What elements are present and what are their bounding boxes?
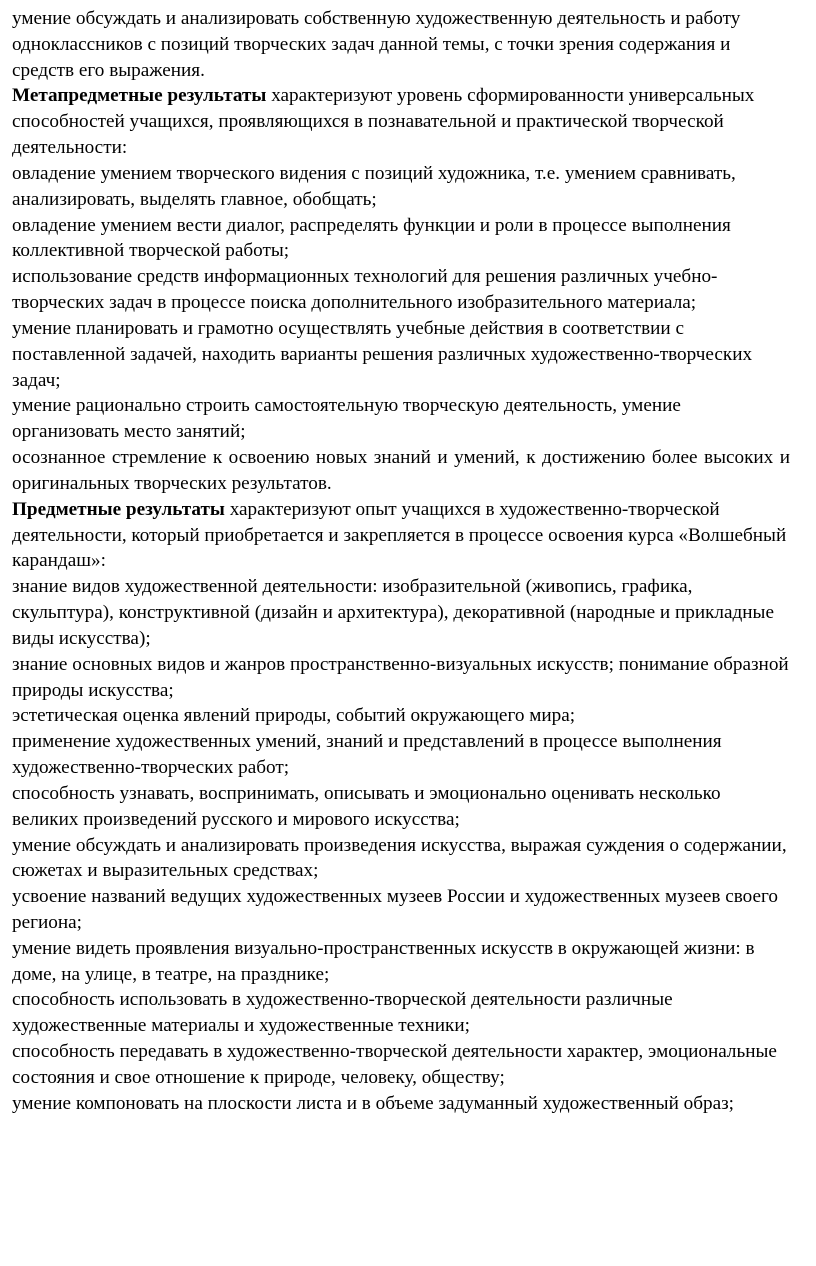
paragraph-text: применение художественных умений, знаний и представлений в процессе выполнения художественно-творческих работ; [12, 731, 722, 779]
subject-results-label: Предметные результаты [12, 498, 225, 520]
paragraph-subj-1 [12, 574, 790, 651]
paragraph-text: умение обсуждать и анализировать произведения искусства, выражая суждения о содержании, сюжетах и выразительных средствах; [12, 834, 787, 882]
paragraph-text: умение обсуждать и анализировать собственную художественную деятельность и работу одноклассников с позиций творческих задач данной темы, с точки зрения содержания и средств его выражения. [12, 8, 741, 81]
paragraph-text: знание видов художественной деятельности: изобразительной (живопись, графика, скульптура), конструктивной (дизайн и архитектура), декоративной (народные и прикладные виды искусства); [12, 576, 774, 649]
paragraph-meta-5 [12, 393, 790, 445]
paragraph-meta-6 [12, 445, 790, 497]
paragraph-subj-4 [12, 729, 790, 781]
paragraph-text: овладение умением вести диалог, распределять функции и роли в процессе выполнения коллективной творческой работы; [12, 214, 731, 262]
paragraph-text: характеризуют уровень сформированности универсальных способностей учащихся, проявляющихся в познавательной и практической творческой деятельности: [12, 85, 755, 159]
paragraph-text: осознанное стремление к освоению новых знаний и умений, к достижению более высоких и оригинальных творческих результатов. [12, 447, 790, 494]
paragraph-subj-8 [12, 936, 790, 988]
paragraph-text: усвоение названий ведущих художественных музеев России и художественных музеев своего региона; [12, 886, 779, 933]
paragraph-text: умение компоновать на плоскости листа и в объеме задуманный художественный образ; [12, 1092, 735, 1114]
paragraph-subj-3 [12, 703, 790, 729]
paragraph-text: характеризуют опыт учащихся в художественно-творческой деятельности, который приобретается и закрепляется в процессе освоения курса «Волшебный карандаш»: [12, 498, 787, 572]
paragraph-text: способность использовать в художественно-творческой деятельности различные художественные материалы и художественные техники; [12, 989, 673, 1037]
paragraph-subj-2 [12, 652, 790, 704]
metasubject-results-label: Метапредметные результаты [12, 85, 267, 107]
paragraph-subj-10 [12, 1039, 790, 1091]
paragraph-text: овладение умением творческого видения с позиций художника, т.е. умением сравнивать, анализировать, выделять главное, обобщать; [12, 162, 736, 210]
paragraph-text: умение видеть проявления визуально-пространственных искусств в окружающей жизни: в доме, на улице, в театре, на празднике; [12, 937, 755, 985]
paragraph-text: способность передавать в художественно-творческой деятельности характер, эмоциональные состояния и свое отношение к природе, человеку, обществу; [12, 1041, 777, 1088]
paragraph-subj-6 [12, 833, 790, 885]
paragraph-text: умение планировать и грамотно осуществлять учебные действия в соответствии с поставленной задачей, находить варианты решения различных художественно-творческих задач; [12, 317, 753, 391]
paragraph-subj-9 [12, 987, 790, 1039]
paragraph-intro-discuss [12, 6, 790, 83]
paragraph-subj-7 [12, 884, 790, 936]
paragraph-metasubject-heading [12, 83, 790, 160]
paragraph-text: способность узнавать, воспринимать, описывать и эмоционально оценивать несколько великих произведений русского и мирового искусства; [12, 782, 721, 830]
paragraph-text: использование средств информационных технологий для решения различных учебно-творческих задач в процессе поиска дополнительного изобразительного материала; [12, 266, 718, 314]
paragraph-meta-1 [12, 161, 790, 213]
paragraph-meta-2 [12, 213, 790, 265]
paragraph-meta-4 [12, 316, 790, 393]
paragraph-subj-11 [12, 1091, 790, 1117]
paragraph-subject-heading [12, 497, 790, 574]
paragraph-text: эстетическая оценка явлений природы, событий окружающего мира; [12, 705, 576, 727]
paragraph-subj-5 [12, 781, 790, 833]
paragraph-text: знание основных видов и жанров пространственно-визуальных искусств; понимание образной природы искусства; [12, 653, 789, 701]
paragraph-meta-3 [12, 264, 790, 316]
paragraph-text: умение рационально строить самостоятельную творческую деятельность, умение организовать место занятий; [12, 395, 681, 443]
